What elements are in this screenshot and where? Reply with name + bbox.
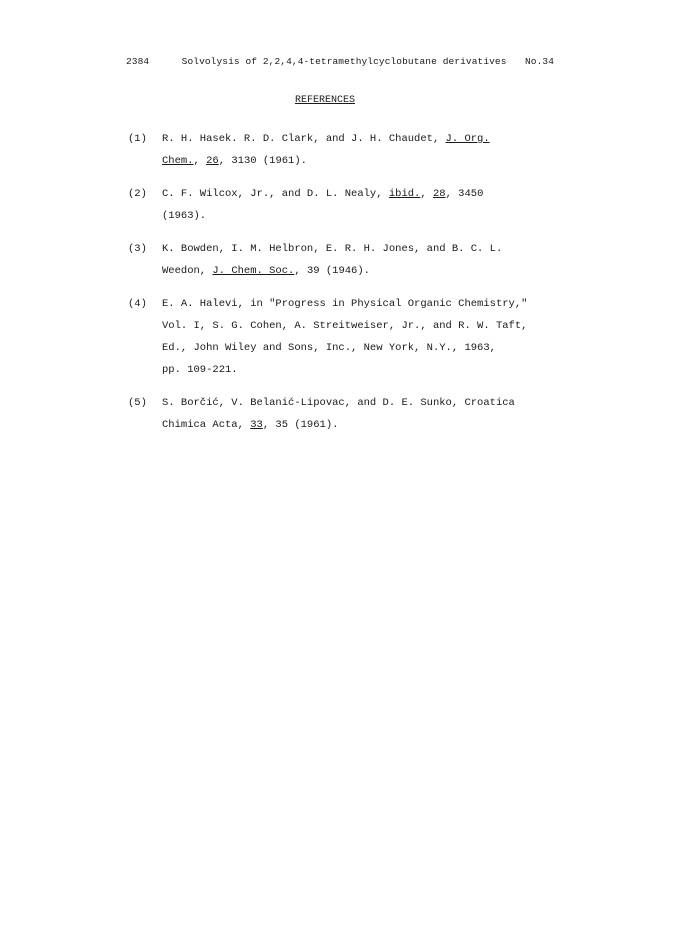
- reference-text: K. Bowden, I. M. Helbron, E. R. H. Jones, and B. C. L.: [162, 243, 503, 255]
- running-header: [126, 56, 554, 67]
- reference-line: [162, 183, 548, 205]
- reference-line: [162, 128, 548, 150]
- reference-text: pp. 109-221.: [162, 364, 238, 376]
- reference-number: (2): [128, 188, 147, 200]
- reference-2: [128, 183, 548, 227]
- journal-title: ibid.: [388, 188, 421, 200]
- reference-line: [162, 150, 548, 172]
- references-heading: REFERENCES: [294, 95, 355, 106]
- reference-line: [162, 414, 548, 436]
- reference-number: (4): [128, 298, 147, 310]
- reference-line: [162, 293, 548, 315]
- references-heading-block: [0, 95, 680, 106]
- reference-text: , 3450: [445, 188, 484, 200]
- reference-text: ,: [420, 188, 433, 200]
- page-number: 2384: [126, 56, 150, 67]
- reference-number: (1): [128, 133, 147, 145]
- reference-text: Vol. I, S. G. Cohen, A. Streitweiser, Jr., and R. W. Taft,: [162, 320, 528, 332]
- journal-title: J. Org.: [445, 133, 490, 145]
- reference-number: (5): [128, 397, 147, 409]
- volume-number: 28: [432, 188, 446, 200]
- journal-title: J. Chem. Soc.: [212, 265, 295, 277]
- reference-line: [162, 315, 548, 337]
- reference-text: Weedon,: [162, 265, 213, 277]
- reference-1: [128, 128, 548, 172]
- reference-text: Ed., John Wiley and Sons, Inc., New York, N.Y., 1963,: [162, 342, 496, 354]
- running-title: Solvolysis of 2,2,4,4-tetramethylcyclobutane derivatives: [181, 56, 507, 67]
- reference-line: [162, 392, 548, 414]
- reference-text: C. F. Wilcox, Jr., and D. L. Nealy,: [162, 188, 389, 200]
- reference-text: ,: [193, 155, 207, 167]
- reference-line: [162, 359, 548, 381]
- reference-text: Chimica Acta,: [162, 419, 251, 431]
- reference-5: [128, 392, 548, 436]
- volume-number: 26: [206, 155, 219, 167]
- reference-4: [128, 293, 548, 381]
- journal-title: Chem.: [162, 155, 194, 167]
- reference-number: (3): [128, 243, 147, 255]
- reference-text: R. H. Hasek. R. D. Clark, and J. H. Chaudet,: [162, 133, 446, 145]
- reference-line: [162, 205, 548, 227]
- reference-text: S. Borčić, V. Belanić-Lipovac, and D. E. Sunko, Croatica: [162, 397, 515, 409]
- reference-list: [128, 128, 548, 447]
- reference-text: , 39 (1946).: [294, 265, 370, 277]
- reference-text: , 3130 (1961).: [218, 155, 307, 167]
- reference-text: E. A. Halevi, in "Progress in Physical Organic Chemistry,": [162, 298, 528, 310]
- reference-text: , 35 (1961).: [262, 419, 339, 431]
- reference-text: (1963).: [162, 210, 207, 222]
- reference-line: [162, 260, 548, 282]
- reference-3: [128, 238, 548, 282]
- reference-line: [162, 337, 548, 359]
- issue-number: No.34: [524, 56, 554, 67]
- reference-line: [162, 238, 548, 260]
- volume-number: 33: [250, 419, 263, 431]
